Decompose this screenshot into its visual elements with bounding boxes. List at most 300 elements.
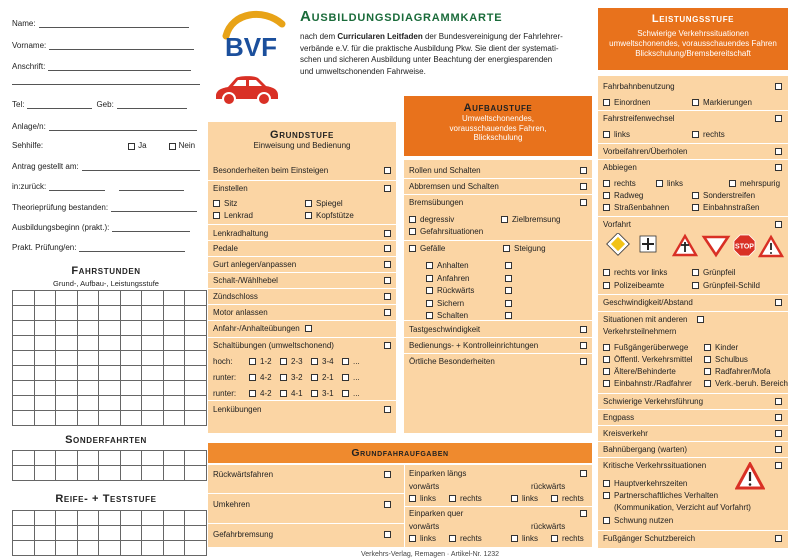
grid-cell[interactable] (34, 336, 56, 351)
grid-cell[interactable] (185, 336, 207, 351)
anschrift-field[interactable]: Anschrift: (12, 62, 191, 71)
grid-cell[interactable] (13, 451, 35, 466)
aufbaustufe-item-checkbox[interactable] (580, 326, 587, 333)
steigung-sub-checkbox[interactable] (505, 312, 512, 319)
grid-cell[interactable] (34, 526, 56, 541)
grid-cell[interactable] (142, 396, 164, 411)
abbiegen-checkbox[interactable] (775, 164, 782, 171)
gruenpfeil-checkbox[interactable] (692, 269, 699, 276)
grid-cell[interactable] (13, 351, 35, 366)
aufbaustufe-item-checkbox[interactable] (580, 199, 587, 206)
grid-cell[interactable] (13, 511, 35, 526)
gefaelle-sub-item (426, 286, 474, 295)
grundstufe-item-checkbox[interactable] (384, 230, 391, 237)
grundstufe-item-checkbox[interactable] (384, 277, 391, 284)
gefaelle-sub-item-checkbox[interactable] (426, 312, 433, 319)
grid-cell[interactable] (163, 411, 185, 426)
grid-cell[interactable] (99, 381, 121, 396)
steigung-sub-checkbox[interactable] (505, 287, 512, 294)
grid-cell[interactable] (185, 396, 207, 411)
park-links-checkbox[interactable] (409, 495, 416, 502)
gefaelle-sub-item-checkbox[interactable] (426, 262, 433, 269)
verk-beruh-checkbox[interactable] (704, 380, 711, 387)
grid-cell[interactable] (34, 396, 56, 411)
grid-cell[interactable] (120, 351, 142, 366)
grid-cell[interactable] (120, 306, 142, 321)
grundstufe-item-checkbox[interactable] (384, 309, 391, 316)
grid-cell[interactable] (77, 366, 99, 381)
fahrstreifenwechsel-checkbox[interactable] (775, 115, 782, 122)
name-field[interactable]: Name: (12, 19, 189, 28)
grid-cell[interactable] (142, 351, 164, 366)
aufbaustufe-item-checkbox[interactable] (580, 342, 587, 349)
grid-cell[interactable] (56, 351, 78, 366)
grid-cell[interactable] (56, 411, 78, 426)
grid-cell[interactable] (163, 381, 185, 396)
vorfahrt-label: Vorfahrt (603, 220, 632, 229)
grid-cell[interactable] (120, 381, 142, 396)
grid-cell[interactable] (56, 291, 78, 306)
grid-cell[interactable] (163, 396, 185, 411)
grid-cell[interactable] (120, 291, 142, 306)
strassenbahnen-checkbox[interactable] (603, 204, 610, 211)
park-rechts-checkbox[interactable] (551, 535, 558, 542)
separator-line (598, 294, 788, 295)
grid-cell[interactable] (120, 321, 142, 336)
engpass-checkbox[interactable] (775, 414, 782, 421)
fahrstunden-grid[interactable] (12, 290, 207, 426)
grid-cell[interactable] (13, 291, 35, 306)
gefaelle-sub-item-label: Anfahren (437, 273, 470, 283)
grid-cell[interactable] (185, 466, 207, 481)
grundfahraufgabe-item-label: Gefahrbremsung (213, 530, 274, 539)
grid-cell[interactable] (120, 541, 142, 556)
prakt-pruefung-field[interactable]: Prakt. Prüfung/en: (12, 243, 185, 252)
park-rechts-checkbox[interactable] (449, 495, 456, 502)
grid-cell[interactable] (99, 411, 121, 426)
schalt-row-label: runter: (213, 389, 237, 398)
grid-cell[interactable] (99, 541, 121, 556)
grid-cell[interactable] (56, 381, 78, 396)
schwierige-checkbox[interactable] (775, 398, 782, 405)
grid-cell[interactable] (13, 526, 35, 541)
grid-cell[interactable] (185, 381, 207, 396)
grid-cell[interactable] (77, 351, 99, 366)
einstellen-sub-item-checkbox[interactable] (305, 200, 312, 207)
vorname-field[interactable]: Vorname: (12, 41, 194, 50)
grid-cell[interactable] (163, 466, 185, 481)
radweg-checkbox[interactable] (603, 192, 610, 199)
schalt-option-label: 3-2 (291, 373, 303, 382)
markierungen-checkbox[interactable] (692, 99, 699, 106)
grid-cell[interactable] (142, 451, 164, 466)
grid-cell[interactable] (99, 321, 121, 336)
grundstufe-item-checkbox[interactable] (384, 406, 391, 413)
abbiegen-rechts-checkbox[interactable] (603, 180, 610, 187)
schwung-checkbox[interactable] (603, 517, 610, 524)
grid-cell[interactable] (77, 466, 99, 481)
vorbeifahren-label: Vorbeifahren/Überholen (603, 147, 688, 156)
vorfahrt-signs (604, 233, 788, 261)
hauptverkehrszeiten-label: Hauptverkehrszeiten (614, 479, 688, 488)
steigung-sub-checkbox[interactable] (505, 262, 512, 269)
gefaelle-sub-item (426, 311, 468, 320)
park-rechts-checkbox[interactable] (551, 495, 558, 502)
schalt-option-label: 3-4 (322, 357, 334, 366)
bahnuebergang (603, 445, 687, 454)
grid-cell[interactable] (34, 466, 56, 481)
grundfahraufgabe-item (213, 500, 250, 509)
grid-cell[interactable] (56, 396, 78, 411)
grundstufe-item-checkbox[interactable] (384, 167, 391, 174)
grid-cell[interactable] (185, 351, 207, 366)
schalt-option-checkbox[interactable] (342, 374, 349, 381)
einordnen-checkbox[interactable] (603, 99, 610, 106)
antrag-field[interactable]: Antrag gestellt am: (12, 162, 200, 171)
grid-cell[interactable] (185, 291, 207, 306)
grid-cell[interactable] (99, 451, 121, 466)
kinder (704, 343, 738, 352)
grid-cell[interactable] (120, 336, 142, 351)
gruenpfeil-schild-checkbox[interactable] (692, 282, 699, 289)
grid-cell[interactable] (56, 336, 78, 351)
grid-cell[interactable] (34, 451, 56, 466)
grid-cell[interactable] (13, 411, 35, 426)
grid-cell[interactable] (34, 366, 56, 381)
brems-sub-item-checkbox[interactable] (409, 216, 416, 223)
grid-cell[interactable] (163, 306, 185, 321)
grid-cell[interactable] (77, 526, 99, 541)
grid-cell[interactable] (56, 526, 78, 541)
grid-cell[interactable] (163, 451, 185, 466)
right-of-way-sign-icon (674, 236, 696, 255)
grid-cell[interactable] (56, 511, 78, 526)
einparken-checkbox[interactable] (580, 470, 587, 477)
inzurueck-field[interactable]: in:zurück: (12, 182, 184, 191)
partnerschaftlich-label: Partnerschaftliches Verhalten (614, 491, 719, 500)
grid-cell[interactable] (34, 321, 56, 336)
vorfahrt-checkbox[interactable] (775, 221, 782, 228)
ausbildungsbeginn-field[interactable]: Ausbildungsbeginn (prakt.): (12, 223, 190, 232)
grid-cell[interactable] (13, 321, 35, 336)
grid-cell[interactable] (99, 306, 121, 321)
steigung-sub-checkbox[interactable] (505, 275, 512, 282)
oeffentl (603, 355, 693, 364)
grid-cell[interactable] (163, 541, 185, 556)
reife-teststufe-grid[interactable] (12, 510, 207, 556)
rechts-vor-links-checkbox[interactable] (603, 269, 610, 276)
rechts-vor-links-label: rechts vor links (614, 268, 668, 277)
schalt-option-checkbox[interactable] (311, 358, 318, 365)
grid-cell[interactable] (34, 411, 56, 426)
grid-cell[interactable] (56, 541, 78, 556)
gruenpfeil-label: Grünpfeil (703, 268, 736, 277)
grid-cell[interactable] (77, 381, 99, 396)
anlage-field[interactable]: Anlage/n: (12, 122, 197, 131)
grid-cell[interactable] (34, 306, 56, 321)
grid-cell[interactable] (163, 511, 185, 526)
brems-sub-item (501, 215, 560, 224)
grid-cell[interactable] (34, 351, 56, 366)
einstellen-sub-item-checkbox[interactable] (213, 212, 220, 219)
grid-cell[interactable] (142, 321, 164, 336)
grid-cell[interactable] (185, 526, 207, 541)
markierungen-label: Markierungen (703, 98, 752, 107)
grid-cell[interactable] (56, 306, 78, 321)
radfahrer (704, 367, 771, 376)
grundstufe-item-checkbox[interactable] (384, 245, 391, 252)
tel-field[interactable]: Tel: Geb: (12, 100, 187, 109)
schalt-option-checkbox[interactable] (249, 390, 256, 397)
schalt-option (311, 389, 334, 398)
grid-cell[interactable] (77, 306, 99, 321)
gefaelle-sub-item-checkbox[interactable] (426, 300, 433, 307)
grid-cell[interactable] (142, 526, 164, 541)
grid-cell[interactable] (77, 411, 99, 426)
situationen-label-2: Verkehrsteilnehmern (603, 327, 677, 336)
vorbeifahren-checkbox[interactable] (775, 148, 782, 155)
schalt-option-label: 4-1 (291, 389, 303, 398)
einordnen (603, 98, 650, 107)
schalt-option-checkbox[interactable] (311, 390, 318, 397)
fsw-links-checkbox[interactable] (603, 131, 610, 138)
grid-cell[interactable] (99, 366, 121, 381)
fahrstunden-title: Fahrstunden (71, 265, 141, 277)
radfahrer-label: Radfahrer/Mofa (715, 367, 771, 376)
kritische-checkbox[interactable] (775, 462, 782, 469)
schalt-option-checkbox[interactable] (342, 390, 349, 397)
kinder-label: Kinder (715, 343, 739, 352)
grid-cell[interactable] (13, 366, 35, 381)
aeltere-checkbox[interactable] (603, 368, 610, 375)
brems-sub-item-checkbox[interactable] (409, 228, 416, 235)
grid-cell[interactable] (99, 336, 121, 351)
grid-cell[interactable] (34, 291, 56, 306)
warning-sign-icon (760, 237, 782, 256)
grid-cell[interactable] (185, 511, 207, 526)
aeltere (603, 367, 676, 376)
grid-cell[interactable] (185, 411, 207, 426)
grid-cell[interactable] (142, 466, 164, 481)
stop-sign-icon (734, 235, 755, 256)
grid-cell[interactable] (13, 541, 35, 556)
grundstufe-item (213, 292, 258, 301)
fsw-rechts-checkbox[interactable] (692, 131, 699, 138)
grid-cell[interactable] (163, 351, 185, 366)
grid-cell[interactable] (142, 306, 164, 321)
grid-cell[interactable] (13, 306, 35, 321)
park-links-checkbox[interactable] (511, 495, 518, 502)
grid-cell[interactable] (56, 321, 78, 336)
grundstufe-item-label: Besonderheiten beim Einsteigen (213, 166, 329, 175)
grid-cell[interactable] (120, 526, 142, 541)
mehrspurig-checkbox[interactable] (729, 180, 736, 187)
grid-cell[interactable] (163, 366, 185, 381)
grid-cell[interactable] (99, 511, 121, 526)
polizeibeamte (603, 281, 664, 290)
fussgaenger-checkbox[interactable] (603, 344, 610, 351)
yield-sign-icon (704, 237, 728, 255)
grid-cell[interactable] (99, 396, 121, 411)
grundstufe-header: Grundstufe Einweisung und Bedienung (208, 122, 396, 160)
kritische-label: Kritische Verkehrssituationen (603, 461, 707, 470)
grid-cell[interactable] (77, 291, 99, 306)
gefaelle-sub-item-label: Sichern (437, 298, 465, 308)
hauptverkehrszeiten (603, 479, 687, 488)
grid-cell[interactable] (56, 466, 78, 481)
park-links (409, 494, 436, 503)
brems-sub-item-checkbox[interactable] (501, 216, 508, 223)
abbiegen-links-checkbox[interactable] (656, 180, 663, 187)
bahnuebergang-checkbox[interactable] (775, 446, 782, 453)
steigung-item-checkbox[interactable] (503, 245, 510, 252)
grid-cell[interactable] (185, 321, 207, 336)
polizeibeamte-checkbox[interactable] (603, 282, 610, 289)
grid-cell[interactable] (142, 366, 164, 381)
brems-sub-item-label: Gefahrsituationen (420, 227, 484, 236)
grid-cell[interactable] (120, 466, 142, 481)
einstellen-sub-item-checkbox[interactable] (305, 212, 312, 219)
grid-cell[interactable] (99, 526, 121, 541)
grid-cell[interactable] (13, 466, 35, 481)
fahrbahnbenutzung-checkbox[interactable] (775, 83, 782, 90)
gefaelle-sub-item-checkbox[interactable] (426, 287, 433, 294)
gefaelle-sub-item-label: Rückwärts (437, 286, 475, 295)
grid-cell[interactable] (142, 411, 164, 426)
grid-cell[interactable] (77, 336, 99, 351)
separator-line (208, 493, 404, 494)
grundfahraufgabe-checkbox[interactable] (384, 501, 391, 508)
grid-cell[interactable] (77, 451, 99, 466)
grundstufe-item-label: Schaltübungen (umweltschonend) (213, 341, 334, 350)
schalt-option-checkbox[interactable] (249, 358, 256, 365)
partnerschaftlich-checkbox[interactable] (603, 492, 610, 499)
schalt-option-checkbox[interactable] (311, 374, 318, 381)
grundfahraufgabe-checkbox[interactable] (384, 471, 391, 478)
schalt-option (280, 357, 303, 366)
grid-cell[interactable] (13, 336, 35, 351)
grid-cell[interactable] (142, 291, 164, 306)
anschrift-line-2 (12, 84, 200, 85)
grid-cell[interactable] (99, 291, 121, 306)
grundstufe-item-checkbox[interactable] (384, 185, 391, 192)
hauptverkehrszeiten-checkbox[interactable] (603, 480, 610, 487)
einbahnstrassen-checkbox[interactable] (692, 204, 699, 211)
brems-sub-item (409, 215, 454, 224)
partnerschaftlich (603, 491, 718, 500)
grid-cell[interactable] (185, 451, 207, 466)
aufbaustufe-item-checkbox[interactable] (580, 183, 587, 190)
anfahr-checkbox[interactable] (305, 325, 312, 332)
grid-cell[interactable] (185, 306, 207, 321)
fussgaenger-schutz-checkbox[interactable] (775, 535, 782, 542)
geschwindigkeit-checkbox[interactable] (775, 299, 782, 306)
park-links-checkbox[interactable] (511, 535, 518, 542)
grid-cell[interactable] (34, 511, 56, 526)
kinder-checkbox[interactable] (704, 344, 711, 351)
grid-cell[interactable] (99, 351, 121, 366)
grid-cell[interactable] (120, 511, 142, 526)
grundstufe-item-checkbox[interactable] (384, 293, 391, 300)
grid-cell[interactable] (34, 381, 56, 396)
vorwaerts-label: vorwärts (409, 522, 440, 531)
schalt-option-checkbox[interactable] (342, 358, 349, 365)
gefaelle-sub-item-checkbox[interactable] (426, 275, 433, 282)
kreisverkehr-checkbox[interactable] (775, 430, 782, 437)
grid-cell[interactable] (120, 396, 142, 411)
grid-cell[interactable] (142, 541, 164, 556)
sonderstreifen-checkbox[interactable] (692, 192, 699, 199)
schalt-option-checkbox[interactable] (249, 374, 256, 381)
grid-cell[interactable] (185, 366, 207, 381)
park-links-checkbox[interactable] (409, 535, 416, 542)
grid-cell[interactable] (34, 541, 56, 556)
situationen-checkbox[interactable] (697, 316, 704, 323)
grundstufe-item-checkbox[interactable] (384, 261, 391, 268)
red-car-icon (210, 72, 282, 108)
einbahnstr-rad (603, 379, 692, 388)
grid-cell[interactable] (77, 396, 99, 411)
einstellen-sub-item-checkbox[interactable] (213, 200, 220, 207)
grid-cell[interactable] (56, 366, 78, 381)
grid-cell[interactable] (163, 526, 185, 541)
grid-cell[interactable] (77, 541, 99, 556)
separator-line (208, 240, 396, 241)
schulbus-checkbox[interactable] (704, 356, 711, 363)
grid-cell[interactable] (142, 381, 164, 396)
park-rechts (449, 534, 482, 543)
sehhilfe-nein-checkbox[interactable] (169, 143, 176, 150)
schalt-option-checkbox[interactable] (280, 390, 287, 397)
theorie-field[interactable]: Theorieprüfung bestanden: (12, 203, 197, 212)
separator-line (598, 393, 788, 394)
grid-cell[interactable] (163, 336, 185, 351)
grid-cell[interactable] (120, 366, 142, 381)
steigung-sub-checkbox[interactable] (505, 300, 512, 307)
grid-cell[interactable] (56, 451, 78, 466)
grid-cell[interactable] (142, 511, 164, 526)
einparken-checkbox[interactable] (580, 510, 587, 517)
grundfahraufgabe-checkbox[interactable] (384, 531, 391, 538)
grid-cell[interactable] (13, 396, 35, 411)
grid-cell[interactable] (163, 291, 185, 306)
radfahrer-checkbox[interactable] (704, 368, 711, 375)
grid-cell[interactable] (163, 321, 185, 336)
grid-cell[interactable] (77, 321, 99, 336)
grid-cell[interactable] (120, 451, 142, 466)
aufbaustufe-item-checkbox[interactable] (580, 358, 587, 365)
sonderfahrten-grid[interactable] (12, 450, 207, 481)
schalt-option-checkbox[interactable] (280, 374, 287, 381)
grundstufe-item-checkbox[interactable] (384, 342, 391, 349)
aufbaustufe-item-checkbox[interactable] (580, 167, 587, 174)
grid-cell[interactable] (99, 466, 121, 481)
grid-cell[interactable] (13, 381, 35, 396)
schalt-option-checkbox[interactable] (280, 358, 287, 365)
einordnen-label: Einordnen (614, 98, 651, 107)
grid-cell[interactable] (120, 411, 142, 426)
oeffentl-checkbox[interactable] (603, 356, 610, 363)
grid-cell[interactable] (142, 336, 164, 351)
gefaelle-item-checkbox[interactable] (409, 245, 416, 252)
einbahnstr-rad-checkbox[interactable] (603, 380, 610, 387)
separator-line (208, 272, 396, 273)
grid-cell[interactable] (185, 541, 207, 556)
park-rechts-checkbox[interactable] (449, 535, 456, 542)
sehhilfe-ja-checkbox[interactable] (128, 143, 135, 150)
schulbus-label: Schulbus (715, 355, 748, 364)
grid-cell[interactable] (77, 511, 99, 526)
